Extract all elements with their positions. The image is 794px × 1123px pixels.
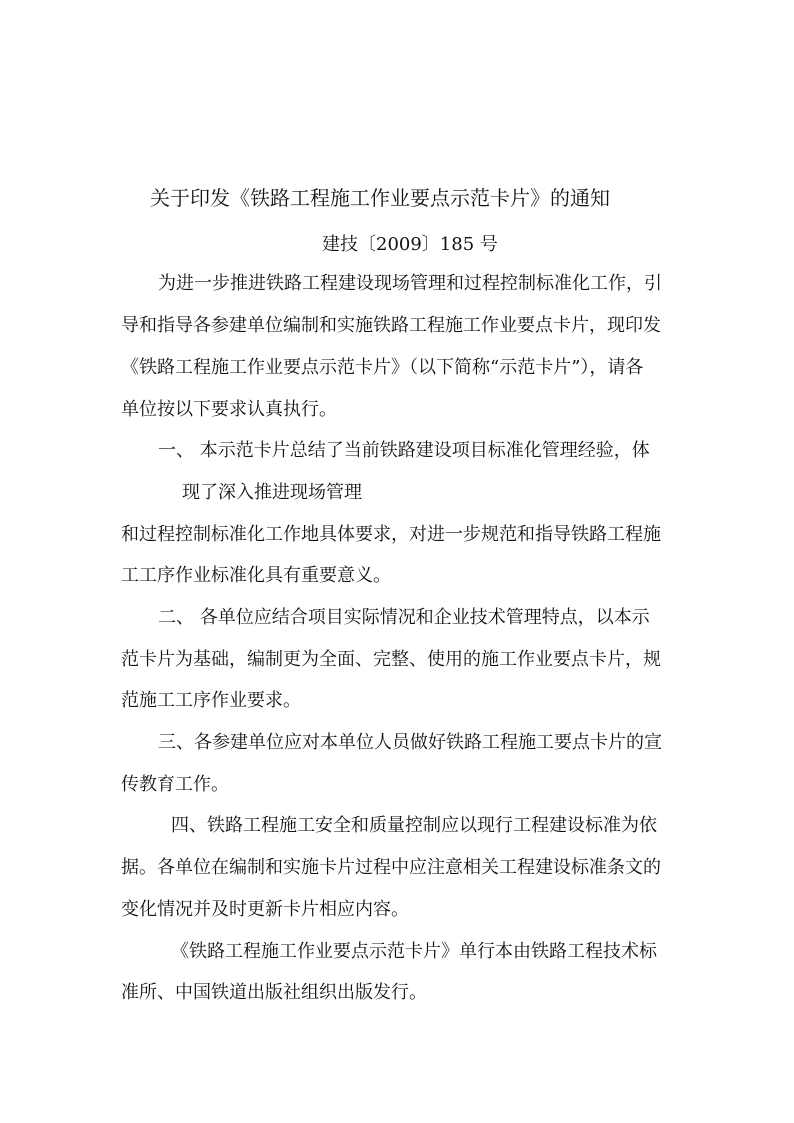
item3-line-1: 三、各参建单位应对本单位人员做好铁路工程施工要点卡片的宣 bbox=[158, 732, 662, 753]
document-title: 关于印发《铁路工程施工作业要点示范卡片》的通知 bbox=[150, 186, 610, 210]
intro-line-1: 为进一步推进铁路工程建设现场管理和过程控制标准化工作，引 bbox=[158, 273, 662, 294]
document-number: 建技〔2009〕185 号 bbox=[322, 234, 498, 255]
item4-line-2: 据。各单位在编制和实施卡片过程中应注意相关工程建设标准条文的 bbox=[121, 857, 661, 878]
item4-line-3: 变化情况并及时更新卡片相应内容。 bbox=[121, 899, 409, 920]
item1-line-1: 一、 本示范卡片总结了当前铁路建设项目标准化管理经验，体 bbox=[158, 440, 650, 461]
closing-line-2: 准所、中国铁道出版社组织出版发行。 bbox=[121, 982, 427, 1003]
closing-line-1: 《铁路工程施工作业要点示范卡片》单行本由铁路工程技术标 bbox=[171, 941, 657, 962]
intro-line-2: 导和指导各参建单位编制和实施铁路工程施工作业要点卡片，现印发 bbox=[121, 315, 661, 336]
item1-line-3: 和过程控制标准化工作地具体要求，对进一步规范和指导铁路工程施 bbox=[121, 524, 661, 545]
item1-line-2: 现了深入推进现场管理 bbox=[182, 482, 362, 503]
item2-line-2: 范卡片为基础，编制更为全面、完整、使用的施工作业要点卡片，规 bbox=[121, 649, 661, 670]
item4-line-1: 四、铁路工程施工安全和质量控制应以现行工程建设标准为依 bbox=[171, 815, 657, 836]
item2-line-1: 二、 各单位应结合项目实际情况和企业技术管理特点，以本示 bbox=[158, 607, 650, 628]
item1-line-4: 工工序作业标准化具有重要意义。 bbox=[121, 565, 391, 586]
item3-line-2: 传教育工作。 bbox=[121, 774, 229, 795]
intro-line-3: 《铁路工程施工作业要点示范卡片》（以下简称“示范卡片”），请各 bbox=[121, 357, 644, 378]
item2-line-3: 范施工工序作业要求。 bbox=[121, 690, 301, 711]
intro-line-4: 单位按以下要求认真执行。 bbox=[121, 399, 337, 420]
